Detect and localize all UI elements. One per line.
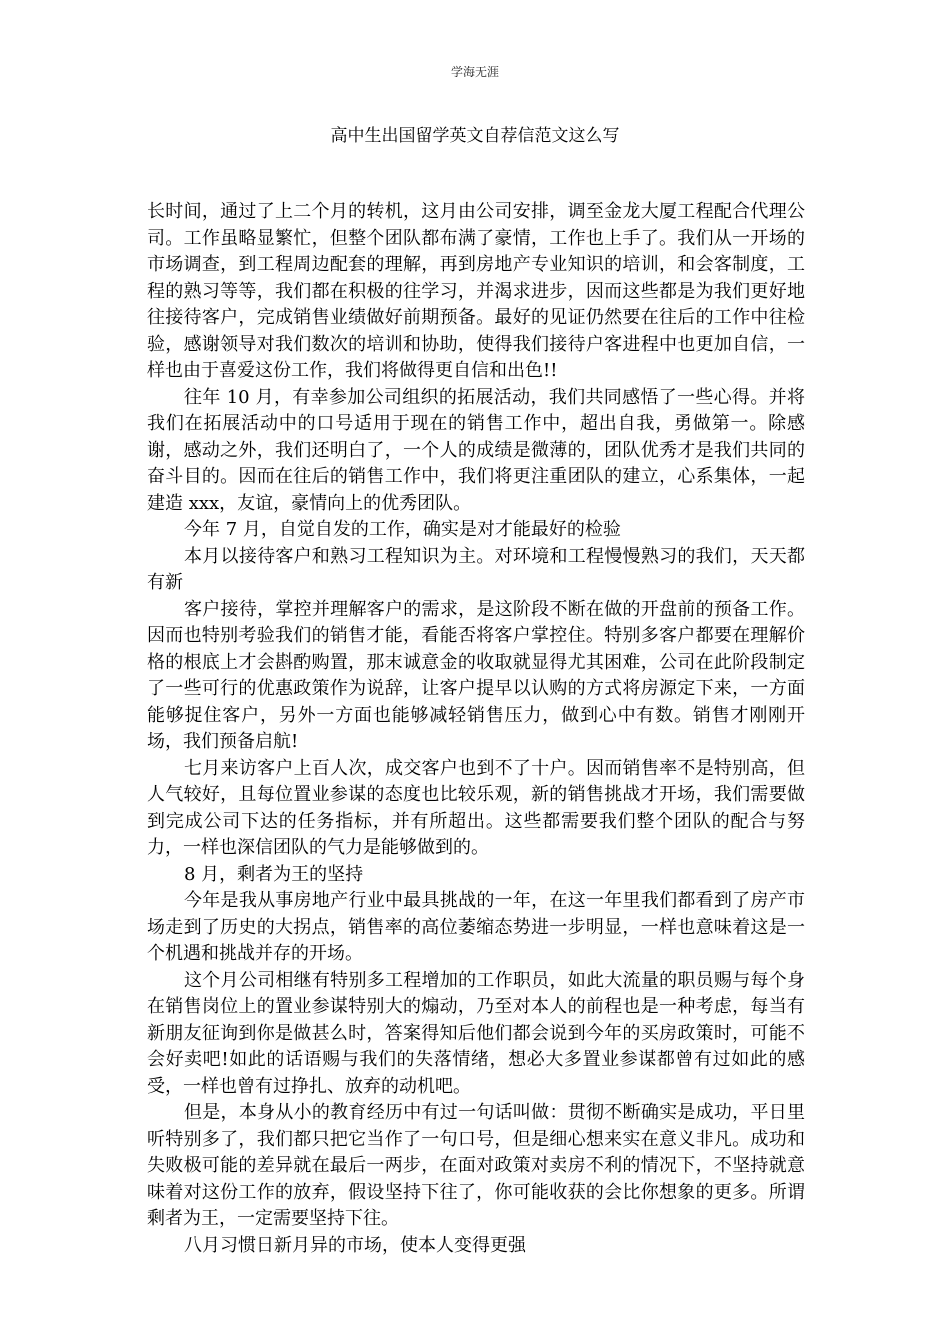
- paragraph: 往年 10 月，有幸参加公司组织的拓展活动，我们共同感悟了一些心得。并将我们在拓展活动中的口号适用于现在的销售工作中，超出自我，勇做第一。除感谢，感动之外，我们还明白了，一个人的成绩是微薄的，团队优秀才是我们共同的奋斗目的。因而在往后的销售工作中，我们将更注重团队的建立，心系集体，一起建造 xxx，友谊，豪情向上的优秀团队。: [147, 386, 805, 514]
- paragraph: 8 月，剩者为王的坚持: [184, 863, 364, 885]
- paragraph: 今年 7 月，自觉自发的工作，确实是对才能最好的检验: [184, 519, 621, 540]
- document-title: 高中生出国留学英文自荐信范文这么写: [330, 126, 620, 146]
- page-header: 学海无涯: [450, 65, 499, 79]
- paragraph: 本月以接待客户和熟习工程知识为主。对环境和工程慢慢熟习的我们，天天都有新: [147, 545, 805, 593]
- paragraph: 长时间，通过了上二个月的转机，这月由公司安排，调至金龙大厦工程配合代理公司。工作虽略显繁忙，但整个团队都布满了豪情，工作也上手了。我们从一开场的市场调查，到工程周边配套的理解，再到房地产专业知识的培训，和会客制度，工程的熟习等等，我们都在积极的往学习，并渴求进步，因而这些都是为我们更好地往接待客户，完成销售业绩做好前期预备。最好的见证仍然要在往后的工作中往检验，感谢领导对我们数次的培训和协助，使得我们接待户客进程中也更加自信，一样也由于喜爱这份工作，我们将做得更自信和出色!!: [147, 201, 805, 381]
- document-body: [147, 199, 805, 1259]
- paragraph: 今年是我从事房地产行业中最具挑战的一年，在这一年里我们都看到了房产市场走到了历史的大拐点，销售率的高位萎缩态势进一步明显，一样也意味着这是一个机遇和挑战并存的开场。: [147, 890, 805, 964]
- paragraph: 七月来访客户上百人次，成交客户也到不了十户。因而销售率不是特别高，但人气较好，且每位置业参谋的态度也比较乐观，新的销售挑战才开场，我们需要做到完成公司下达的任务指标，并有所超出。这些都需要我们整个团队的配合与努力，一样也深信团队的气力是能够做到的。: [147, 757, 805, 858]
- paragraph: 这个月公司相继有特别多工程增加的工作职员，如此大流量的职员赐与每个身在销售岗位上的置业参谋特别大的煽动，乃至对本人的前程也是一种考虑，每当有新朋友征询到你是做甚么时，答案得知后他们都会说到今年的买房政策时，可能不会好卖吧!如此的话语赐与我们的失落情绪，想必大多置业参谋都曾有过如此的感受，一样也曾有过挣扎、放弃的动机吧。: [147, 969, 805, 1097]
- paragraph: 客户接待，掌控并理解客户的需求，是这阶段不断在做的开盘前的预备工作。因而也特别考验我们的销售才能，看能否将客户掌控住。特别多客户都要在理解价格的根底上才会斟酌购置，那末诚意金的收取就显得尤其困难，公司在此阶段制定了一些可行的优惠政策作为说辞，让客户提早以认购的方式将房源定下来，一方面能够捉住客户，另外一方面也能够减轻销售压力，做到心中有数。销售才刚刚开场，我们预备启航!: [147, 598, 805, 752]
- paragraph: 但是，本身从小的教育经历中有过一句话叫做：贯彻不断确实是成功，平日里听特别多了，我们都只把它当作了一句口号，但是细心想来实在意义非凡。成功和失败极可能的差异就在最后一两步，在面对政策对卖房不利的情况下，不坚持就意味着对这份工作的放弃，假设坚持下往了，你可能收获的会比你想象的更多。所谓剩者为王，一定需要坚持下往。: [147, 1102, 805, 1229]
- paragraph: 八月习惯日新月异的市场，使本人变得更强: [184, 1234, 526, 1256]
